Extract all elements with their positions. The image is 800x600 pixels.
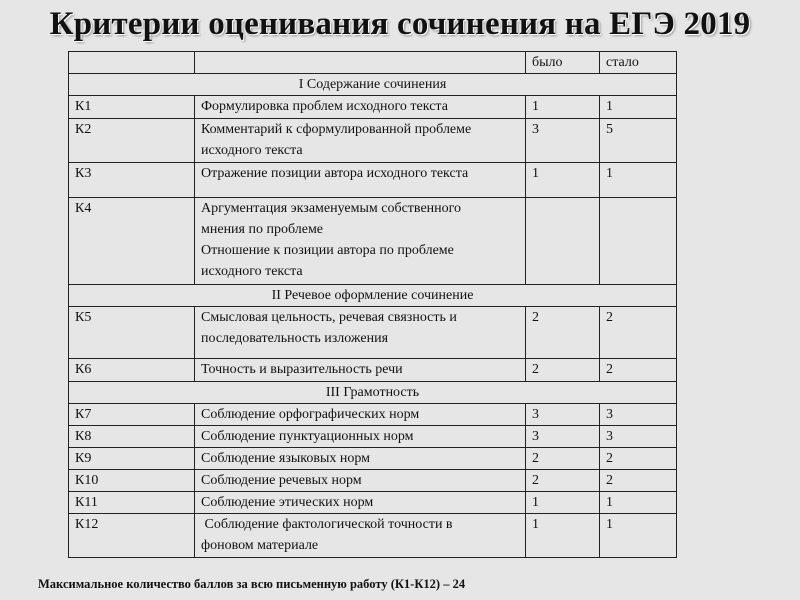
- score-after: 2: [600, 470, 677, 492]
- description-line: Соблюдение фактологической точности в: [201, 517, 453, 532]
- description-line: фоновом материале: [201, 538, 319, 553]
- score-after: 2: [600, 307, 677, 359]
- description-line: Точность и выразительность речи: [201, 362, 403, 377]
- table-row: [69, 119, 677, 163]
- score-after: 1: [600, 492, 677, 514]
- description-line: Соблюдение языковых норм: [201, 451, 371, 466]
- score-before: [526, 198, 600, 285]
- table-row: [69, 404, 677, 426]
- table-row: [69, 470, 677, 492]
- table-header-row: [69, 52, 677, 74]
- footer-note: Максимальное количество баллов за всю письменную работу (К1-К12) – 24: [38, 577, 466, 591]
- score-after: 1: [600, 514, 677, 558]
- table-row: [69, 96, 677, 119]
- score-before: 2: [526, 359, 600, 382]
- section-row: [69, 285, 677, 307]
- description-line: Аргументация экзаменуемым собственного: [201, 201, 462, 216]
- description-line: Соблюдение орфографических норм: [201, 407, 420, 422]
- criterion-description: [195, 359, 526, 382]
- score-after: 3: [600, 404, 677, 426]
- table-row: [69, 514, 677, 558]
- description-line: исходного текста: [201, 264, 303, 279]
- table-row: [69, 492, 677, 514]
- criterion-description: [195, 163, 526, 198]
- description-line: Соблюдение пунктуационных норм: [201, 429, 414, 444]
- score-before: 2: [526, 307, 600, 359]
- header-cell-criterion: [195, 52, 526, 74]
- description-line: Соблюдение речевых норм: [201, 473, 362, 488]
- description-line: мнения по проблеме: [201, 222, 324, 237]
- criterion-code: К10: [69, 470, 195, 492]
- page-title: Критерии оценивания сочинения на ЕГЭ 2019: [49, 6, 751, 42]
- section-row: [69, 74, 677, 96]
- score-after: 2: [600, 448, 677, 470]
- score-after: 2: [600, 359, 677, 382]
- score-before: 1: [526, 163, 600, 198]
- criterion-description: [195, 307, 526, 359]
- description-line: последовательность изложения: [201, 331, 389, 346]
- score-before: 3: [526, 119, 600, 163]
- table-row: [69, 307, 677, 359]
- table-row: [69, 359, 677, 382]
- description-line: Отражение позиции автора исходного текста: [201, 166, 469, 181]
- criterion-code: К6: [69, 359, 195, 382]
- criterion-description: [195, 198, 526, 285]
- header-cell-before: было: [526, 52, 600, 74]
- criterion-description: [195, 96, 526, 119]
- score-before: 1: [526, 514, 600, 558]
- criterion-code: К5: [69, 307, 195, 359]
- score-after: 1: [600, 96, 677, 119]
- score-before: 1: [526, 96, 600, 119]
- section-title: II Речевое оформление сочинение: [69, 285, 677, 307]
- score-after: 5: [600, 119, 677, 163]
- section-title: I Содержание сочинения: [69, 74, 677, 96]
- score-after: 3: [600, 426, 677, 448]
- criterion-code: К2: [69, 119, 195, 163]
- criterion-description: [195, 426, 526, 448]
- section-row: [69, 382, 677, 404]
- description-line: Отношение к позиции автора по проблеме: [201, 243, 454, 258]
- criterion-code: К9: [69, 448, 195, 470]
- score-after: 1: [600, 163, 677, 198]
- score-before: 3: [526, 404, 600, 426]
- description-line: исходного текста: [201, 143, 303, 158]
- score-before: 2: [526, 470, 600, 492]
- criteria-table: [68, 51, 677, 558]
- table-row: [69, 198, 677, 285]
- criterion-description: [195, 492, 526, 514]
- criterion-description: [195, 119, 526, 163]
- criterion-code: К3: [69, 163, 195, 198]
- table-row: [69, 426, 677, 448]
- criterion-description: [195, 448, 526, 470]
- header-cell-code: [69, 52, 195, 74]
- score-after: [600, 198, 677, 285]
- description-line: Формулировка проблем исходного текста: [201, 99, 448, 114]
- score-before: 3: [526, 426, 600, 448]
- description-line: Смысловая цельность, речевая связность и: [201, 310, 457, 325]
- header-cell-after: стало: [600, 52, 677, 74]
- section-title: III Грамотность: [69, 382, 677, 404]
- table-row: [69, 163, 677, 198]
- criterion-code: К4: [69, 198, 195, 285]
- criterion-code: К8: [69, 426, 195, 448]
- criterion-description: [195, 470, 526, 492]
- description-line: Комментарий к сформулированной проблеме: [201, 122, 472, 137]
- score-before: 2: [526, 448, 600, 470]
- criterion-code: К7: [69, 404, 195, 426]
- criterion-description: [195, 514, 526, 558]
- criterion-description: [195, 404, 526, 426]
- criterion-code: К12: [69, 514, 195, 558]
- criterion-code: К1: [69, 96, 195, 119]
- description-line: Соблюдение этических норм: [201, 495, 374, 510]
- criterion-code: К11: [69, 492, 195, 514]
- table-row: [69, 448, 677, 470]
- score-before: 1: [526, 492, 600, 514]
